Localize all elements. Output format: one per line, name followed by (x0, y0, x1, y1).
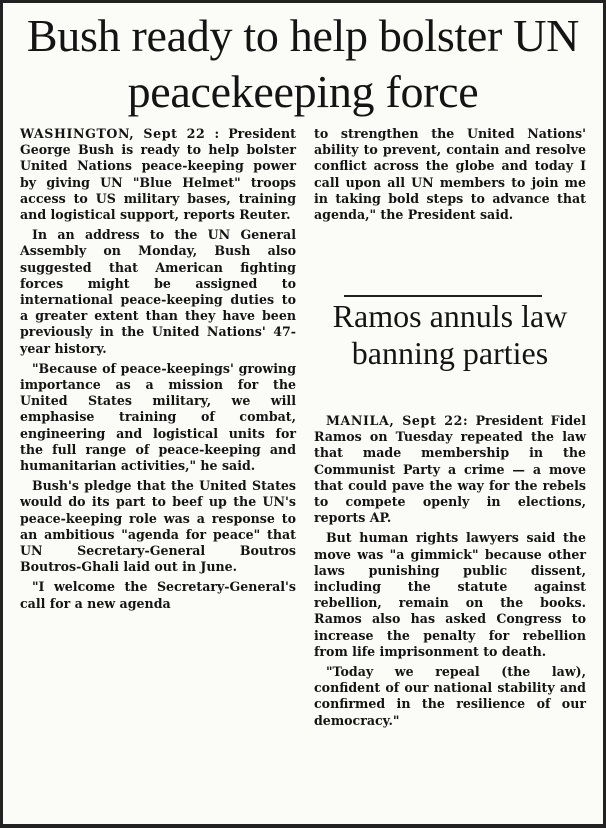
article-ramos-paragraph-1 (314, 413, 586, 526)
article-ramos-column (314, 413, 586, 733)
article-bush-column-right (314, 126, 586, 227)
dateline-washington: WASHINGTON, Sept 22 : (20, 126, 220, 141)
article-bush-paragraph-4: Bush's pledge that the United States would do its part to beef up the UN's peace-keeping role was a response to an ambitious "agenda for peace" that UN Secretary-General Boutros Boutros-Ghali laid out in June. (20, 478, 296, 575)
article-bush-paragraph-3: "Because of peace-keepings' growing importance as a mission for the United States military, we will emphasise training of combat, engineering and logistical units for the full range of peace-keeping and humanitarian activities," he said. (20, 360, 296, 474)
article-divider-rule (344, 295, 542, 297)
page-border-bottom (0, 824, 606, 828)
dateline-manila: MANILA, Sept 22: (326, 413, 469, 428)
page-border-left (0, 0, 3, 828)
article-bush-column-left (20, 126, 296, 616)
article-ramos-paragraph-2: But human rights lawyers said the move was "a gimmick" because other laws punishing public dissent, including the statute against rebellion, remain on the books. Ramos also has asked Congress to increase the penalty for rebellion from life imprisonment to death. (314, 530, 586, 659)
article-bush-paragraph-2: In an address to the UN General Assembly on Monday, Bush also suggested that American fighting forces might be assigned to international peace-keeping duties to a greater extent than they have been previously in the United Nations' 47-year history. (20, 227, 296, 356)
article-bush-paragraph-1-body: President George Bush is ready to help bolster United Nations peace-keeping power by giving UN "Blue Helmet" troops access to US military bases, training and logistical support, reports Reuter. (20, 126, 296, 223)
page-border-top (0, 0, 606, 3)
article-bush-paragraph-1 (20, 126, 296, 223)
article-ramos-paragraph-3: "Today we repeal (the law), confident of our national stability and confirmed in the resilience of our democracy." (314, 664, 586, 728)
article-ramos-paragraph-1-body: President Fidel Ramos on Tuesday repeated the law that made membership in the Communist Party a crime — a move that could pave the way for the rebels to compete openly in elections, reports AP. (314, 413, 586, 526)
headline-bush: Bush ready to help bolster UN peacekeeping force (26, 10, 580, 117)
article-bush-paragraph-5-continued: to strengthen the United Nations' ability to prevent, contain and resolve conflict across the globe and today I call upon all UN members to join me in taking bold steps to advance that agenda," the President said. (314, 126, 586, 223)
article-bush-paragraph-5: "I welcome the Secretary-General's call for a new agenda (20, 579, 296, 611)
headline-ramos: Ramos annuls law banning parties (332, 298, 568, 371)
